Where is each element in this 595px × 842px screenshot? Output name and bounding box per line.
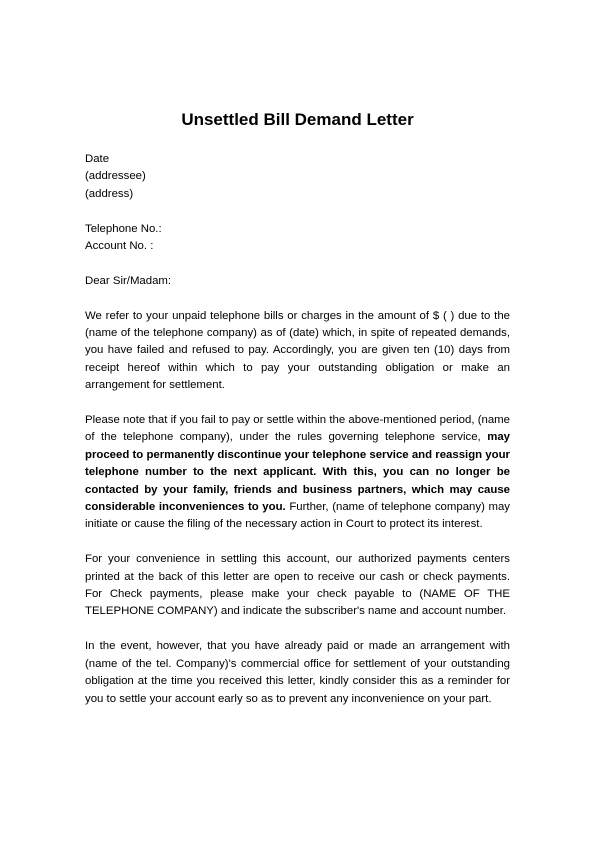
letter-body <box>85 151 510 708</box>
letter-title: Unsettled Bill Demand Letter <box>181 110 414 129</box>
paragraph-already-paid: In the event, however, that you have already paid or made an arrangement with (name of the tel. Company)'s commercial office for settlement of your outstanding obligation at the time you received this letter, kindly consider this as a reminder for you to settle your account early so as to prevent any inconvenience on your part. <box>85 640 510 705</box>
spacer <box>85 255 510 272</box>
account-number-line: Account No. : <box>85 240 154 253</box>
date-line: Date <box>85 153 110 165</box>
paragraph-disconnection-notice <box>85 412 510 534</box>
paragraph-disconnection-end: Further, (name of telephone company) may initiate or cause the filing of the necessary action in Court to protect its interest. <box>85 501 510 531</box>
paragraph-disconnection-start: Please note that if you fail to pay or settle within the above-mentioned period, (name of the telephone company), under the rules governing telephone service, <box>85 414 510 444</box>
paragraph-payment-centers: For your convenience in settling this account, our authorized payments centers printed at the back of this letter are open to receive our cash or check payments. For Check payments, please make your check payable to (NAME OF THE TELEPHONE COMPANY) and indicate the subscriber's name and account number. <box>85 553 510 618</box>
spacer <box>85 203 510 220</box>
address-line: (address) <box>85 187 134 200</box>
salutation: Dear Sir/Madam: <box>85 274 172 287</box>
telephone-number-line: Telephone No.: <box>85 222 162 235</box>
paragraph-disconnection-warning: may proceed to permanently discontinue your telephone service and reassign your telephone number to the next applicant. With this, you can no longer be contacted by your family, friends and business partners, which may cause considerable inconveniences to you. <box>85 431 510 514</box>
addressee-line: (addressee) <box>85 170 146 183</box>
paragraph-unpaid-bills: We refer to your unpaid telephone bills or charges in the amount of $ ( ) due to the (name of the telephone company) as of (date) which, in spite of repeated demands, you have failed and refused to pay. Accordingly, you are given ten (10) days from receipt hereof within which to pay your outstanding obligation or make an arrangement for settlement. <box>85 309 510 392</box>
spacer <box>85 290 510 307</box>
